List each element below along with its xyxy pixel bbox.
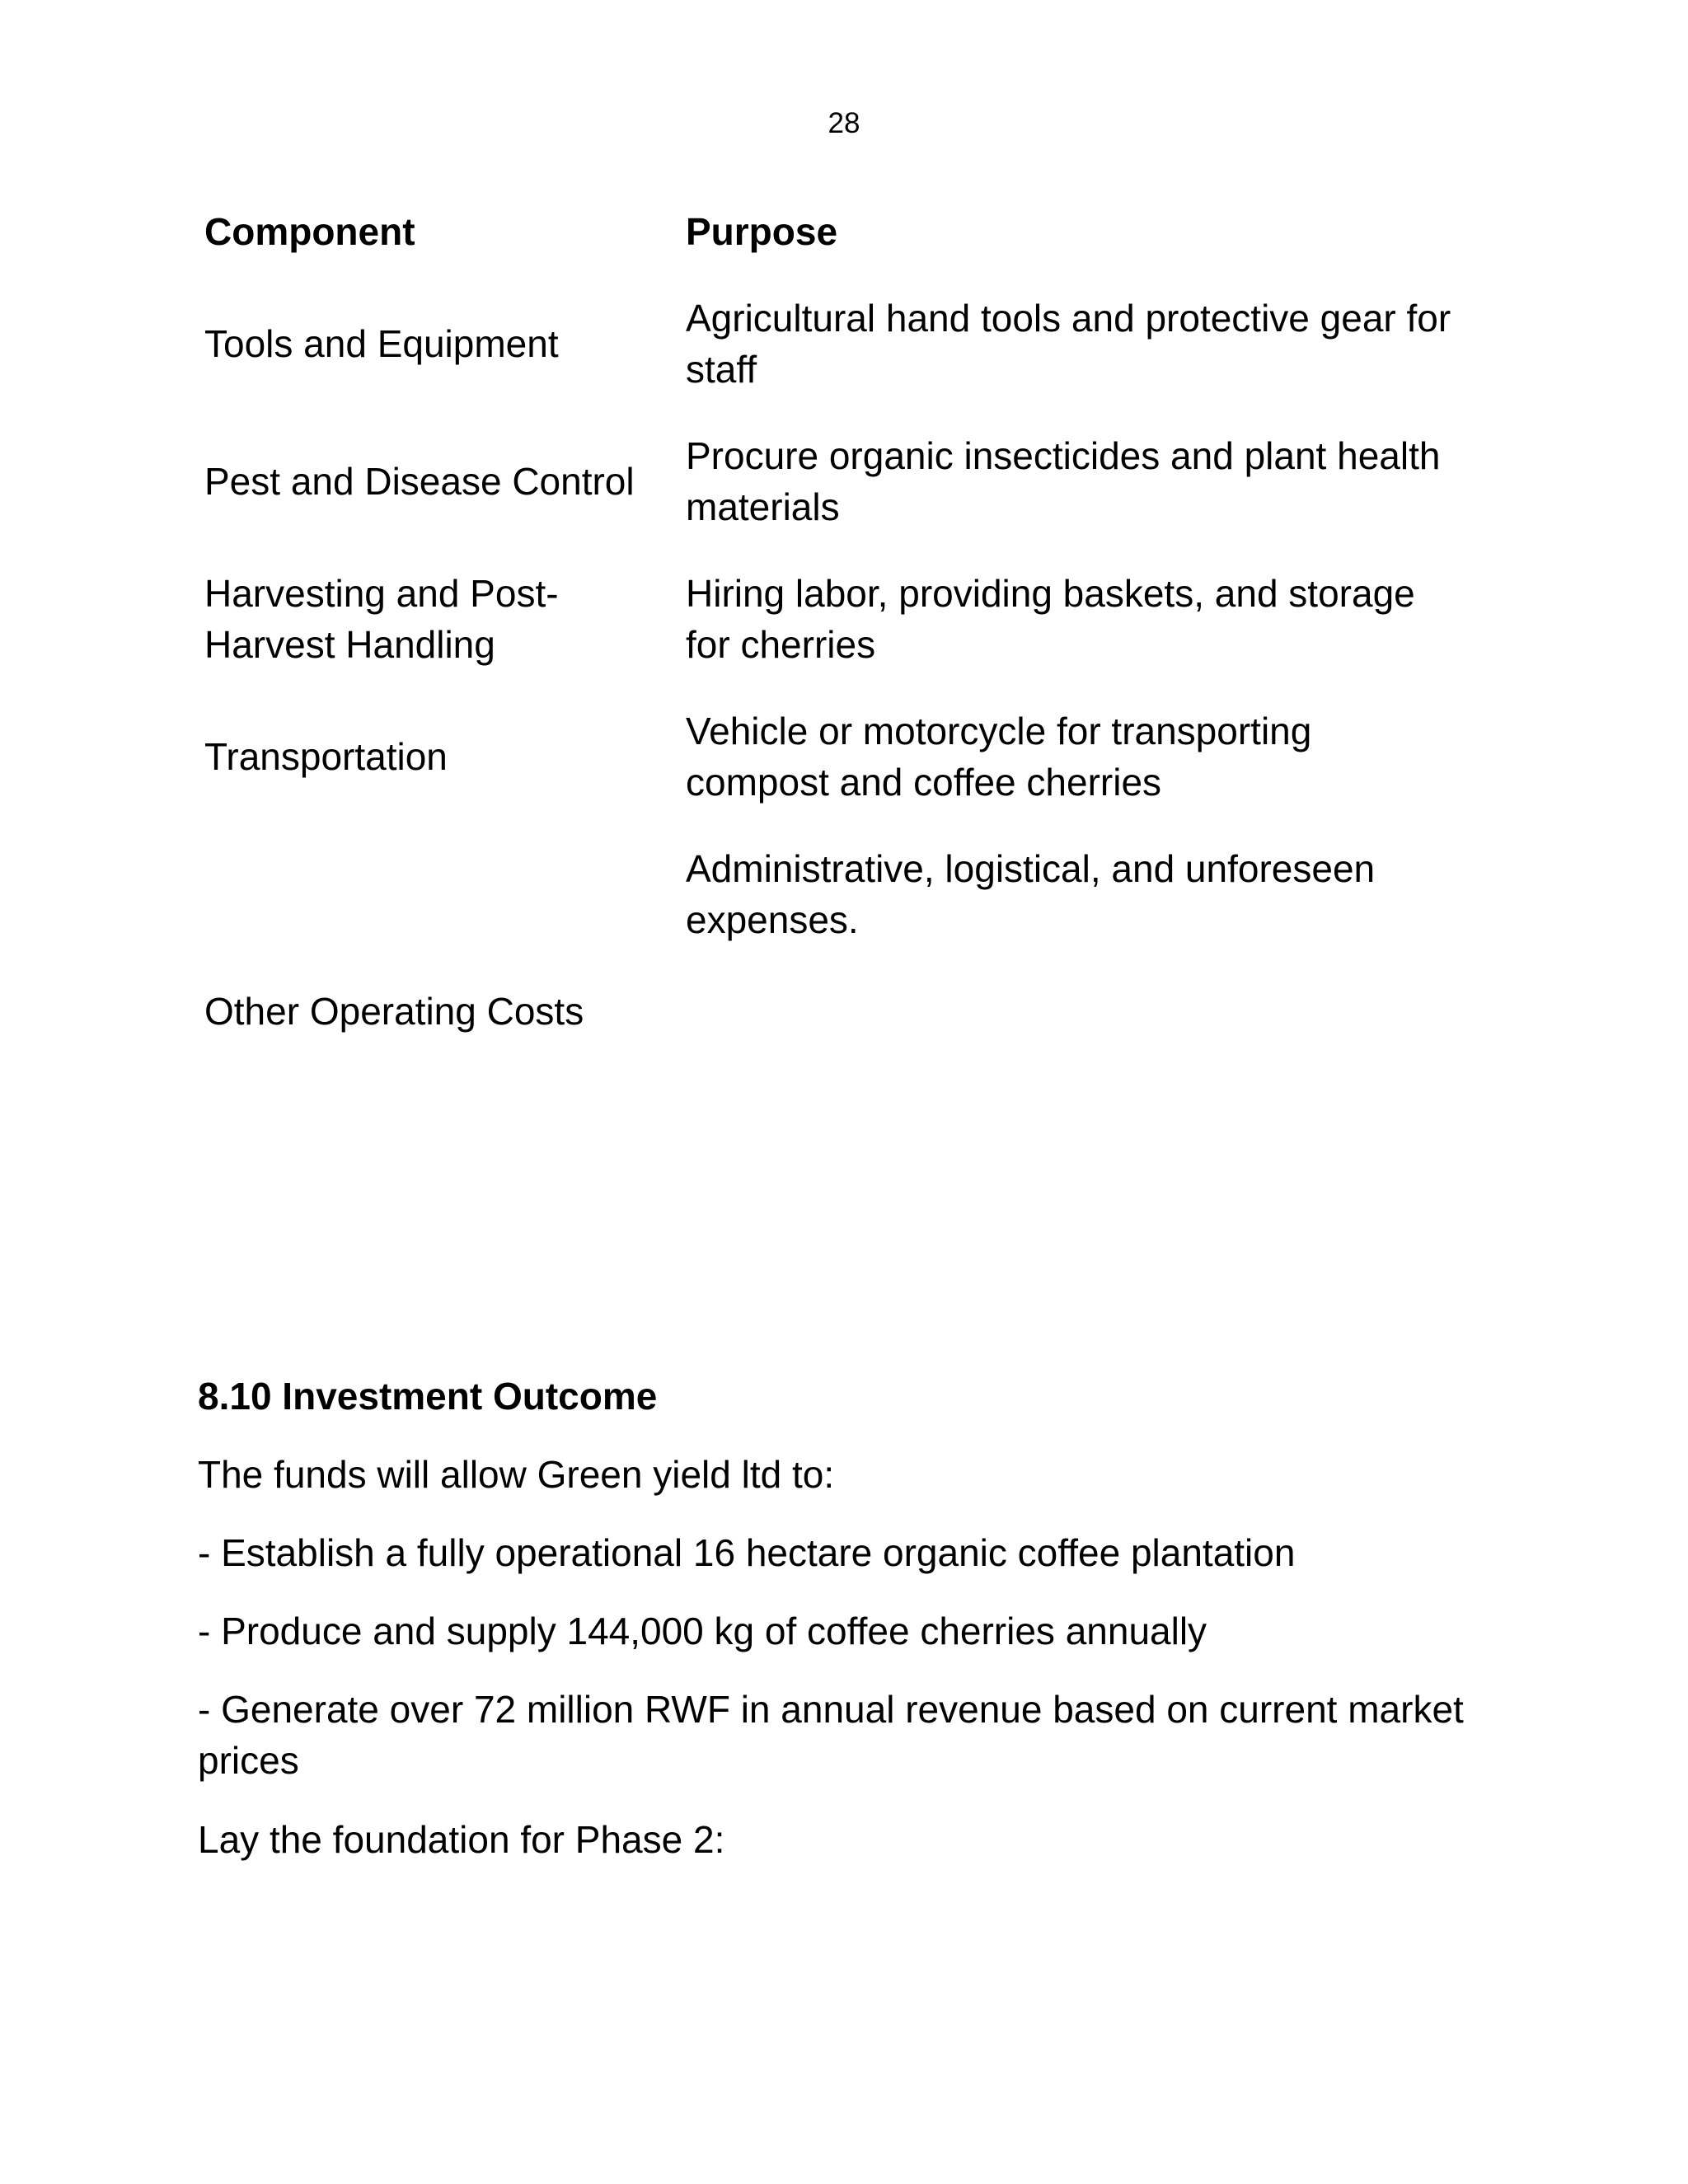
table-cell-purpose: Procure organic insecticides and plant health materials — [686, 434, 1441, 528]
table-cell-component: Other Operating Costs — [204, 990, 584, 1033]
table-header-component: Component — [204, 210, 415, 253]
table-header-purpose: Purpose — [686, 210, 838, 253]
intro-paragraph: The funds will allow Green yield ltd to: — [198, 1453, 835, 1496]
page-number: 28 — [828, 107, 860, 139]
table-cell-component: Pest and Disease Control — [204, 460, 635, 503]
table-cell-component: Transportation — [204, 735, 448, 778]
table-cell-component: Tools and Equipment — [204, 322, 559, 365]
table-cell-component: Harvesting and Post- Harvest Handling — [204, 572, 559, 666]
list-item: - Generate over 72 million RWF in annual revenue based on current market prices — [198, 1688, 1464, 1782]
list-item: - Establish a fully operational 16 hectare organic coffee plantation — [198, 1531, 1296, 1574]
table-cell-purpose: Agricultural hand tools and protective gear for staff — [686, 297, 1451, 391]
list-item: - Produce and supply 144,000 kg of coffee cherries annually — [198, 1610, 1207, 1652]
table-cell-purpose: Hiring labor, providing baskets, and storage for cherries — [686, 572, 1415, 666]
table-cell-purpose: Administrative, logistical, and unforeseen expenses. — [686, 847, 1376, 941]
table-cell-purpose: Vehicle or motorcycle for transporting compost and coffee cherries — [686, 710, 1312, 804]
section-heading: 8.10 Investment Outcome — [198, 1375, 658, 1418]
closing-paragraph: Lay the foundation for Phase 2: — [198, 1818, 725, 1861]
